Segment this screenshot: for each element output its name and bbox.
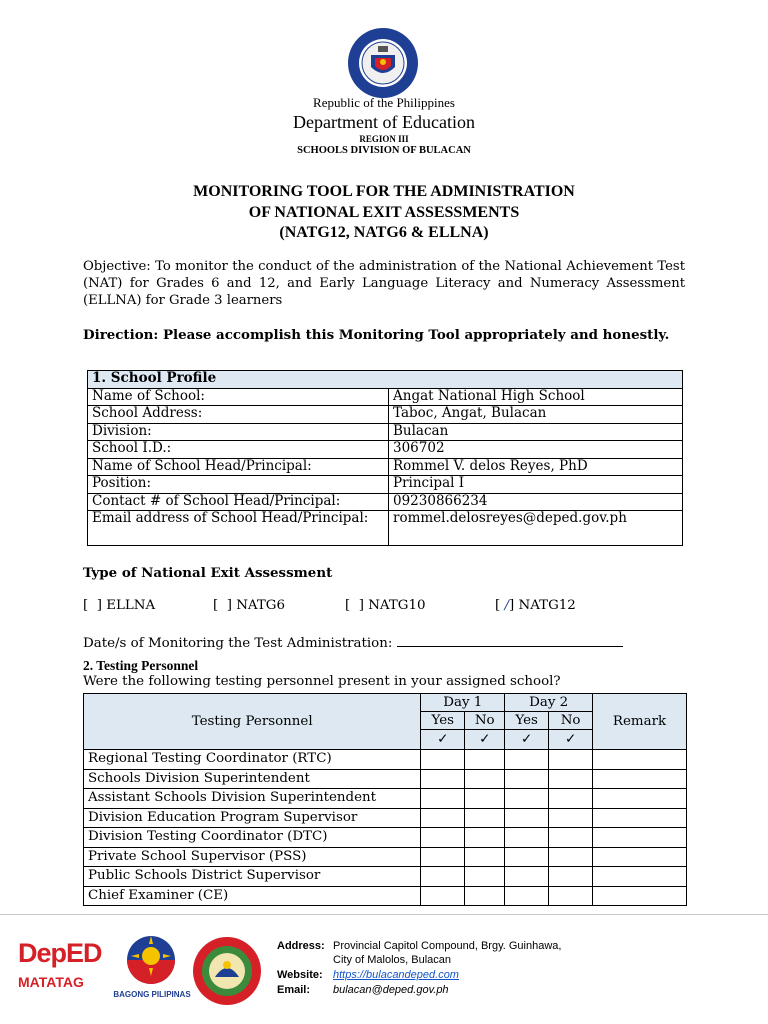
remark-cell[interactable] [593,828,687,848]
profile-value: Taboc, Angat, Bulacan [389,406,683,424]
day1-yes-cell[interactable] [421,867,465,887]
personnel-name: Assistant Schools Division Superintendent [84,789,421,809]
day1-yes-cell[interactable] [421,808,465,828]
day2-no-cell[interactable] [549,750,593,770]
day1-yes-cell[interactable] [421,886,465,906]
profile-value: Angat National High School [389,388,683,406]
bagong-pilipinas-logo-icon [114,932,188,988]
table-row [84,867,687,887]
day1-no-cell[interactable] [465,808,505,828]
personnel-name: Chief Examiner (CE) [84,886,421,906]
profile-label: Position: [88,476,389,494]
col-day2-yes: Yes [505,712,549,730]
day1-yes-cell[interactable] [421,847,465,867]
remark-cell[interactable] [593,750,687,770]
school-profile-heading: 1. School Profile [88,371,683,389]
personnel-name: Division Testing Coordinator (DTC) [84,828,421,848]
col-remark: Remark [593,694,687,750]
day1-no-cell[interactable] [465,886,505,906]
option-natg12[interactable]: [ /] NATG12 [495,598,576,613]
day1-yes-cell[interactable] [421,789,465,809]
footer-divider [0,914,768,915]
day2-yes-cell[interactable] [505,828,549,848]
personnel-name: Private School Supervisor (PSS) [84,847,421,867]
day1-yes-cell[interactable] [421,828,465,848]
republic-line: Republic of the Philippines [313,95,455,110]
direction-text: Direction: Please accomplish this Monitoring Tool appropriately and honestly. [83,327,670,343]
assessment-type-heading: Type of National Exit Assessment [83,565,333,581]
email-value[interactable]: bulacan@deped.gov.ph [333,984,449,996]
remark-cell[interactable] [593,867,687,887]
profile-label: Name of School Head/Principal: [88,458,389,476]
day2-no-cell[interactable] [549,789,593,809]
objective-text: Objective: To monitor the conduct of the administration of the National Achievement Test (NAT) for Grades 6 and 12, and Early Language Literacy and Numeracy Assessment (ELLNA) for Grade 3 learners [83,259,685,308]
option-label: NATG10 [368,598,426,613]
day1-no-cell[interactable] [465,769,505,789]
email-label: Email: [277,984,311,996]
table-row [88,423,683,441]
personnel-name: Public Schools District Supervisor [84,867,421,887]
profile-label: School Address: [88,406,389,424]
table-row [88,441,683,459]
monitoring-date-row [83,632,623,651]
table-row [84,789,687,809]
remark-cell[interactable] [593,886,687,906]
day2-yes-cell[interactable] [505,789,549,809]
check-mark-icon: ✓ [505,730,549,750]
title-line-3: (NATG12, NATG6 & ELLNA) [279,224,489,241]
option-natg6[interactable]: [ ] NATG6 [213,598,286,613]
profile-value: 306702 [389,441,683,459]
table-row [84,750,687,770]
col-testing-personnel: Testing Personnel [84,694,421,750]
website-label: Website: [277,969,323,981]
check-mark-icon: ✓ [549,730,593,750]
day2-no-cell[interactable] [549,769,593,789]
personnel-name: Division Education Program Supervisor [84,808,421,828]
option-label: ELLNA [106,598,156,613]
address-line-2: City of Malolos, Bulacan [333,954,451,966]
region-line: REGION III [359,134,409,144]
profile-label: Name of School: [88,388,389,406]
remark-cell[interactable] [593,789,687,809]
matatag-logo: MATATAG [18,974,84,990]
profile-value: rommel.delosreyes@deped.gov.ph [389,511,683,546]
option-ellna[interactable]: [ ] ELLNA [83,598,156,613]
profile-label: Email address of School Head/Principal: [88,511,389,546]
option-natg10[interactable]: [ ] NATG10 [345,598,426,613]
monitoring-date-label: Date/s of Monitoring the Test Administration: [83,636,393,651]
testing-personnel-heading: 2. Testing Personnel [83,658,199,673]
personnel-name: Regional Testing Coordinator (RTC) [84,750,421,770]
col-day2: Day 2 [505,694,593,712]
table-row [84,847,687,867]
department-name: Department of Education [293,112,475,132]
profile-value: Bulacan [389,423,683,441]
profile-label: School I.D.: [88,441,389,459]
check-mark-icon: ✓ [465,730,505,750]
monitoring-date-field[interactable] [397,632,623,647]
title-line-2: OF NATIONAL EXIT ASSESSMENTS [248,204,520,221]
profile-value: Rommel V. delos Reyes, PhD [389,458,683,476]
remark-cell[interactable] [593,769,687,789]
profile-label: Division: [88,423,389,441]
table-row [88,476,683,494]
day1-no-cell[interactable] [465,750,505,770]
bagong-pilipinas-label: BAGONG PILIPINAS [113,990,191,999]
table-row [88,388,683,406]
day2-yes-cell[interactable] [505,867,549,887]
personnel-name: Schools Division Superintendent [84,769,421,789]
testing-personnel-question: Were the following testing personnel present in your assigned school? [83,674,561,689]
day1-yes-cell[interactable] [421,750,465,770]
day1-no-cell[interactable] [465,847,505,867]
table-row [88,493,683,511]
option-label: NATG12 [518,598,576,613]
day2-yes-cell[interactable] [505,769,549,789]
website-link[interactable]: https://bulacandeped.com [333,969,459,981]
school-profile-table [87,370,683,546]
remark-cell[interactable] [593,808,687,828]
col-day1-yes: Yes [421,712,465,730]
day2-yes-cell[interactable] [505,808,549,828]
day2-no-cell[interactable] [549,808,593,828]
title-line-1: MONITORING TOOL FOR THE ADMINISTRATION [193,183,575,200]
division-seal-icon [191,935,263,1007]
day1-no-cell[interactable] [465,828,505,848]
day2-yes-cell[interactable] [505,750,549,770]
profile-value: 09230866234 [389,493,683,511]
day2-no-cell[interactable] [549,847,593,867]
profile-value: Principal I [389,476,683,494]
table-row [84,886,687,906]
check-mark-icon: / [500,598,510,613]
table-row [84,828,687,848]
assessment-options [0,598,768,616]
day2-yes-cell[interactable] [505,886,549,906]
check-mark-icon: ✓ [421,730,465,750]
col-day1-no: No [465,712,505,730]
table-row [84,808,687,828]
testing-personnel-table [83,693,687,906]
day2-no-cell[interactable] [549,867,593,887]
table-row [88,458,683,476]
col-day2-no: No [549,712,593,730]
day2-yes-cell[interactable] [505,847,549,867]
address-label: Address: [277,940,325,952]
col-day1: Day 1 [421,694,505,712]
deped-seal-logo [347,27,419,99]
option-label: NATG6 [236,598,286,613]
day1-no-cell[interactable] [465,789,505,809]
table-row [88,406,683,424]
profile-label: Contact # of School Head/Principal: [88,493,389,511]
remark-cell[interactable] [593,847,687,867]
table-row [84,769,687,789]
address-line-1: Provincial Capitol Compound, Brgy. Guinhawa, [333,940,562,952]
day2-no-cell[interactable] [549,886,593,906]
division-line: SCHOOLS DIVISION OF BULACAN [297,145,471,156]
day2-no-cell[interactable] [549,828,593,848]
table-row [88,511,683,546]
deped-logo: DepED [18,938,102,968]
day1-no-cell[interactable] [465,867,505,887]
day1-yes-cell[interactable] [421,769,465,789]
